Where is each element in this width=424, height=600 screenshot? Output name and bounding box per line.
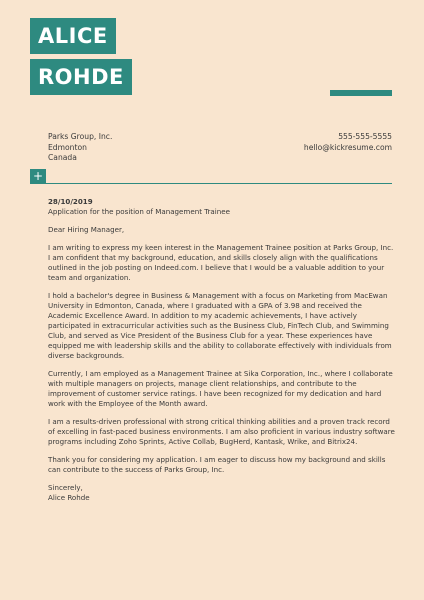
first-name: ALICE [30,18,116,54]
recipient-address [48,132,112,164]
sender-contact [304,132,392,153]
paragraph-5: Thank you for considering my application. I am eager to discuss how my background and skills can contribute to the success of Parks Group, Inc. [48,455,386,474]
salutation: Dear Hiring Manager, [48,225,125,234]
recipient-company: Parks Group, Inc. [48,132,113,141]
sender-email: hello@kickresume.com [303,142,392,152]
name-header [30,18,132,95]
plus-icon: + [30,169,46,184]
recipient-country: Canada [48,153,77,162]
last-name: ROHDE [30,59,132,95]
paragraph-2: I hold a bachelor's degree in Business & Management with a focus on Marketing from MacEwan University in Edmonton, Canada, where I graduated with a GPA of 3.98 and received the Academic Excellence Award. In addition to my academic achievements, I have actively participated in extracurricular activities such as the Business Club, FinTech Club, and Swimming Club, and served as Vice President of the Business Club for a year. These experiences have equipped me with leadership skills and the ability to collaborate effectively with individuals from diverse backgrounds. [48,291,392,360]
letter-body [48,197,396,503]
letter-closing: Sincerely, [48,483,83,492]
paragraph-3: Currently, I am employed as a Management Trainee at Sika Corporation, Inc., where I collaborate with multiple managers on projects, manage client relationships, and contribute to the improvement of customer service ratings. I have been recognized for my dedication and hard work with the Employee of the Month award. [48,369,393,408]
sender-phone: 555-555-5555 [338,132,392,141]
recipient-city: Edmonton [48,142,87,152]
paragraph-1: I am writing to express my keen interest in the Management Trainee position at Parks Group, Inc. I am confident that my background, education, and skills closely align with the qualifications outlined in the job posting on Indeed.com. I believe that I would be a valuable addition to your team and organization. [48,243,394,282]
paragraph-4: I am a results-driven professional with strong critical thinking abilities and a proven track record of excelling in fast-paced business environments. I am also proficient in various industry software programs including Zoho Sprints, Active Collab, BugHerd, Kantask, Wrike, and Bitrix24. [48,417,395,446]
letter-subject: Application for the position of Management Trainee [48,207,230,216]
letter-signature: Alice Rohde [48,493,90,502]
letter-date: 28/10/2019 [48,197,93,206]
accent-bar [330,90,392,96]
section-divider [30,183,392,184]
